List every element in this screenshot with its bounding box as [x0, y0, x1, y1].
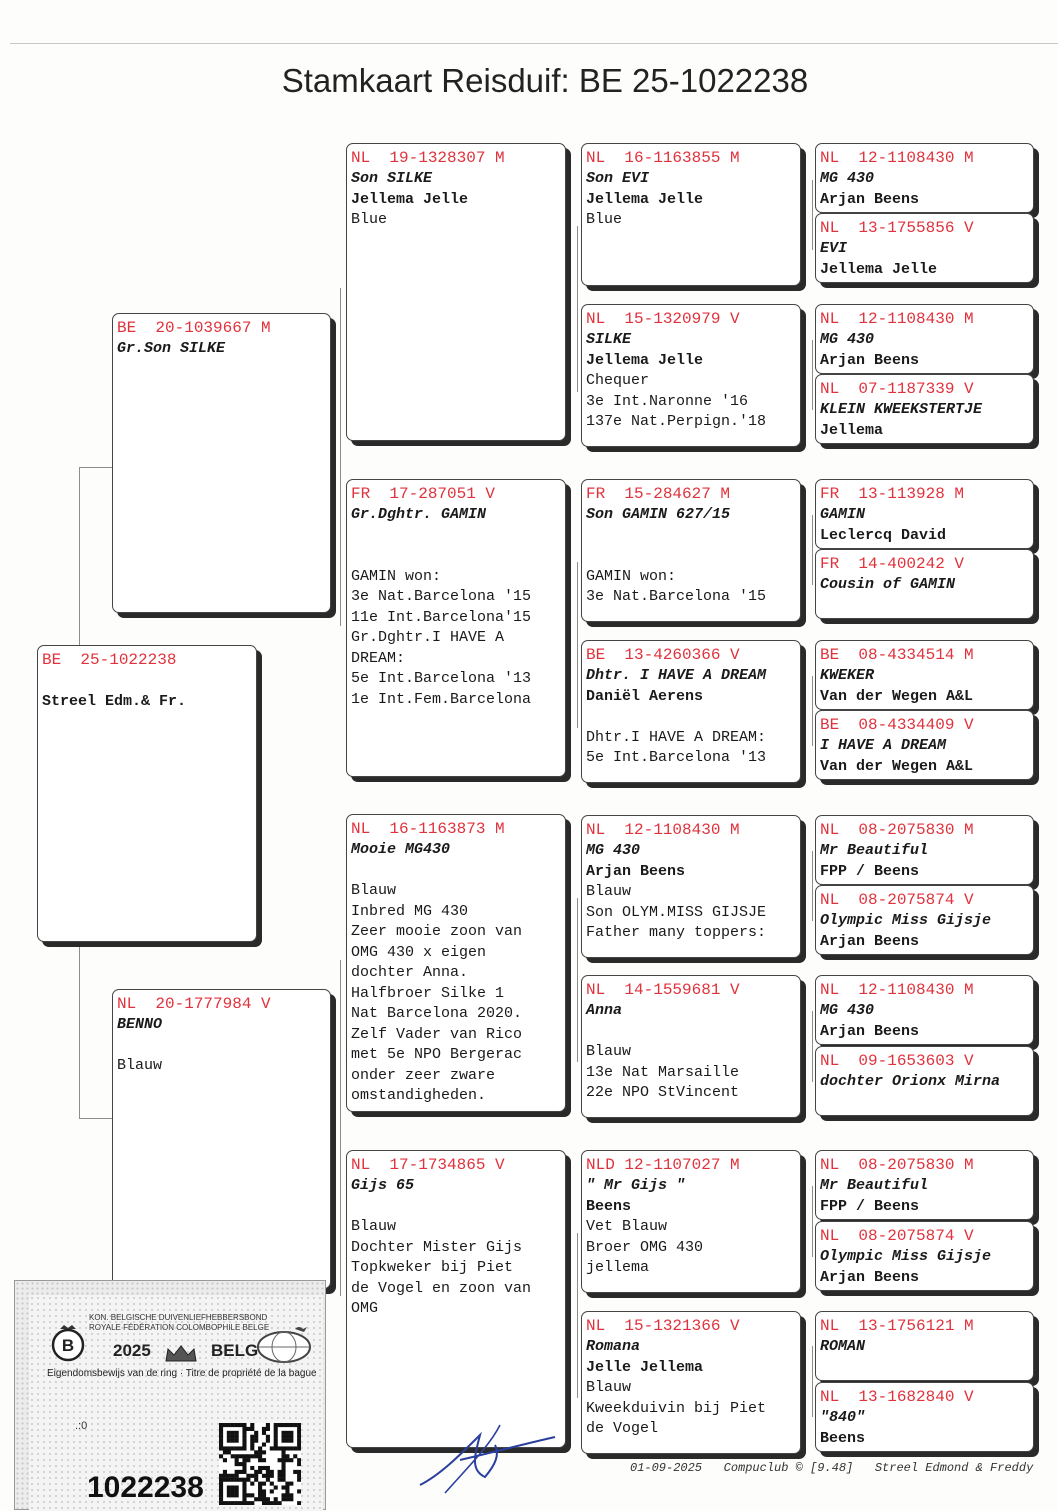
ring-number: BE 20-1039667 M — [117, 319, 271, 337]
spacer — [586, 1022, 796, 1043]
pedigree-note: omstandigheden. — [351, 1087, 487, 1104]
pigeon-name: I HAVE A DREAM — [820, 737, 947, 754]
connector-line — [79, 467, 113, 468]
great-grandparent-card — [581, 143, 801, 286]
ring-number: NL 13-1682840 V — [820, 1388, 974, 1406]
pedigree-note: Broer OMG 430 — [586, 1238, 704, 1256]
ring-number: NL 08-2075874 V — [820, 891, 974, 909]
pedigree-note: dochter Anna. — [351, 964, 469, 981]
pigeon-name: Son EVI — [586, 170, 650, 187]
top-rule — [10, 43, 1058, 44]
breeder-name: Beens — [586, 1197, 632, 1215]
pigeon-name: BENNO — [117, 1016, 163, 1033]
connector-line — [577, 562, 578, 728]
ring-number: NL 08-2075830 M — [820, 821, 974, 839]
pigeon-name: "840" — [820, 1409, 866, 1426]
footer-credits: 01-09-2025 Compuclub © [9.48] Streel Edmond & Freddy — [630, 1461, 1034, 1475]
ring-number: FR 15-284627 M — [586, 485, 731, 503]
ring-number: NL 17-1734865 V — [351, 1156, 505, 1174]
pedigree-note: Zelf Vader van Rico — [351, 1025, 523, 1043]
great-great-grandparent-card — [815, 640, 1034, 710]
pigeon-name: Mr Beautiful — [820, 842, 929, 859]
pedigree-note: Blauw — [351, 1218, 397, 1235]
pedigree-note: Dhtr.I HAVE A DREAM: — [586, 728, 767, 746]
ring-number: NL 12-1108430 M — [820, 981, 974, 999]
great-great-grandparent-card — [815, 479, 1034, 549]
connector-line — [812, 340, 813, 410]
ring-number: NL 08-2075830 M — [820, 1156, 974, 1174]
pedigree-note: Topkweker bij Piet — [351, 1259, 514, 1276]
ring-property-text: Eigendomsbewijs van de ring · Titre de propriété de la bague — [47, 1368, 317, 1379]
pigeon-name: dochter Orionx Mirna — [820, 1073, 1001, 1090]
breeder-name: Beens — [820, 1429, 866, 1447]
ring-number: BE 25-1022238 — [42, 651, 177, 669]
pigeon-name: MG 430 — [820, 1002, 875, 1019]
great-great-grandparent-card — [815, 304, 1034, 374]
breeder-name: Jellema Jelle — [586, 190, 704, 208]
pedigree-note: 13e Nat Marsaille — [586, 1063, 740, 1081]
ring-number: NL 12-1108430 M — [586, 821, 740, 839]
pedigree-note: Zeer mooie zoon van — [351, 923, 523, 940]
ring-number: NL 20-1777984 V — [117, 995, 271, 1013]
great-grandparent-card — [581, 1311, 801, 1454]
great-grandparent-card — [581, 975, 801, 1118]
ring-number: NLD 12-1107027 M — [586, 1156, 740, 1174]
pedigree-note: Blauw — [351, 882, 397, 899]
pedigree-note: onder zeer zware — [351, 1066, 496, 1084]
spacer — [351, 546, 561, 567]
spacer — [586, 546, 796, 567]
grandparent-card — [346, 1150, 566, 1448]
breeder-name: Jellema Jelle — [820, 260, 938, 278]
subject-card — [37, 645, 257, 942]
pigeon-name: SILKE — [586, 331, 632, 348]
breeder-name: Arjan Beens — [820, 190, 920, 208]
breeder-name: Jellema Jelle — [351, 190, 469, 208]
pigeon-name: MG 430 — [820, 331, 875, 348]
spacer — [117, 1036, 326, 1057]
great-great-grandparent-card — [815, 143, 1034, 213]
ring-card-inner — [29, 1295, 323, 1511]
great-great-grandparent-card — [815, 213, 1034, 283]
breeder-name: FPP / Beens — [820, 1197, 920, 1215]
spacer — [586, 526, 796, 547]
connector-line — [79, 1118, 113, 1119]
connector-line — [812, 515, 813, 585]
pedigree-note: DREAM: — [351, 649, 406, 667]
connector-line — [577, 1233, 578, 1398]
great-great-grandparent-card — [815, 549, 1034, 619]
pedigree-note: 5e Int.Barcelona '13 — [586, 749, 767, 766]
pigeon-name: Olympic Miss Gijsje — [820, 1248, 992, 1265]
connector-line — [812, 180, 813, 250]
pedigree-note: OMG — [351, 1300, 379, 1317]
great-grandparent-card — [581, 304, 801, 447]
spacer — [351, 861, 561, 882]
ring-number: NL 07-1187339 V — [820, 380, 974, 398]
breeder-name: Arjan Beens — [820, 932, 920, 950]
great-great-grandparent-card — [815, 710, 1034, 780]
qr-code — [219, 1423, 301, 1505]
spacer — [586, 707, 796, 728]
pigeon-name: Gr.Son SILKE — [117, 340, 226, 357]
great-great-grandparent-card — [815, 1046, 1034, 1116]
connector-line — [340, 288, 341, 626]
pedigree-note: 3e Int.Naronne '16 — [586, 392, 749, 410]
pedigree-note: met 5e NPO Bergerac — [351, 1046, 523, 1063]
ring-number: FR 13-113928 M — [820, 485, 965, 503]
breeder-name: Leclercq David — [820, 526, 947, 544]
pigeon-name: Dhtr. I HAVE A DREAM — [586, 667, 767, 684]
sire-card — [112, 313, 331, 613]
pedigree-note: 137e Nat.Perpign.'18 — [586, 413, 767, 430]
pigeon-name: ROMAN — [820, 1338, 866, 1355]
pedigree-note: Halfbroer Silke 1 — [351, 984, 505, 1002]
pigeon-name: " Mr Gijs " — [586, 1177, 686, 1194]
breeder-name: Van der Wegen A&L — [820, 687, 974, 705]
pedigree-note: Nat Barcelona 2020. — [351, 1005, 523, 1022]
connector-line — [340, 960, 341, 1296]
pigeon-name: KLEIN KWEEKSTERTJE — [820, 401, 983, 418]
great-great-grandparent-card — [815, 885, 1034, 955]
pedigree-note: Vet Blauw — [586, 1218, 668, 1235]
pigeon-name: Son SILKE — [351, 170, 433, 187]
ring-number: NL 13-1756121 M — [820, 1317, 974, 1335]
ring-number: NL 16-1163873 M — [351, 820, 505, 838]
pedigree-note: Son OLYM.MISS GIJSJE — [586, 903, 767, 921]
ring-number: FR 17-287051 V — [351, 485, 496, 503]
connector-line — [812, 676, 813, 746]
great-great-grandparent-card — [815, 374, 1034, 444]
pedigree-note: Blauw — [586, 1379, 632, 1396]
breeder-name: Van der Wegen A&L — [820, 757, 974, 775]
connector-line — [812, 851, 813, 921]
signature — [400, 1415, 570, 1495]
breeder-name: Daniël Aerens — [586, 687, 704, 705]
pedigree-note: de Vogel — [586, 1420, 659, 1437]
pedigree-note: de Vogel en zoon van — [351, 1279, 532, 1297]
ring-number: NL 09-1653603 V — [820, 1052, 974, 1070]
spacer — [351, 1197, 561, 1218]
pedigree-note: jellema — [586, 1259, 650, 1276]
fci-globe-icon — [255, 1325, 313, 1365]
ring-number: NL 14-1559681 V — [586, 981, 740, 999]
connector-line — [812, 1186, 813, 1257]
pedigree-note: GAMIN won: — [586, 567, 677, 585]
kbdb-logo-icon — [51, 1323, 85, 1363]
breeder-name: FPP / Beens — [820, 862, 920, 880]
spacer — [42, 671, 252, 692]
great-grandparent-card — [581, 640, 801, 783]
ring-number: NL 15-1321366 V — [586, 1317, 740, 1335]
pedigree-note: 5e Int.Barcelona '13 — [351, 670, 532, 687]
pedigree-note: Father many toppers: — [586, 924, 767, 941]
pigeon-name: Cousin of GAMIN — [820, 576, 956, 593]
great-great-grandparent-card — [815, 1311, 1034, 1381]
ring-number: NL 13-1755856 V — [820, 219, 974, 237]
ring-number: BE 13-4260366 V — [586, 646, 740, 664]
pigeon-name: Mr Beautiful — [820, 1177, 929, 1194]
spacer — [351, 526, 561, 547]
breeder-name: Jelle Jellema — [586, 1358, 704, 1376]
pedigree-note: Blauw — [586, 883, 632, 900]
ring-number: BE 08-4334514 M — [820, 646, 974, 664]
grandparent-card — [346, 143, 566, 441]
pigeon-name: KWEKER — [820, 667, 875, 684]
great-grandparent-card — [581, 1150, 801, 1293]
breeder-name: Jellema Jelle — [586, 351, 704, 369]
pedigree-note: 22e NPO StVincent — [586, 1084, 740, 1101]
pedigree-note: 1e Int.Fem.Barcelona — [351, 690, 532, 708]
pedigree-note: Chequer — [586, 372, 650, 389]
connector-line — [577, 226, 578, 392]
connector-line — [812, 1011, 813, 1082]
pedigree-note: GAMIN won: — [351, 567, 442, 585]
breeder-name: Arjan Beens — [820, 1268, 920, 1286]
breeder-name: Arjan Beens — [820, 1022, 920, 1040]
great-great-grandparent-card — [815, 975, 1034, 1045]
pedigree-note: Blue — [586, 211, 623, 228]
connector-line — [577, 898, 578, 1062]
ring-number: 1022238 — [87, 1471, 204, 1504]
pigeon-name: Son GAMIN 627/15 — [586, 506, 731, 523]
great-grandparent-card — [581, 815, 801, 958]
ring-country: BELG — [211, 1341, 259, 1360]
ring-number: FR 14-400242 V — [820, 555, 965, 573]
pigeon-name: Anna — [586, 1002, 623, 1019]
crown-icon — [163, 1343, 199, 1363]
pigeon-name: Olympic Miss Gijsje — [820, 912, 992, 929]
dam-card — [112, 989, 331, 1289]
ring-number: NL 16-1163855 M — [586, 149, 740, 167]
pigeon-name: Romana — [586, 1338, 641, 1355]
great-great-grandparent-card — [815, 1382, 1034, 1452]
pigeon-name: EVI — [820, 240, 848, 257]
great-grandparent-card — [581, 479, 801, 622]
ring-number: NL 12-1108430 M — [820, 149, 974, 167]
pigeon-name: Gijs 65 — [351, 1177, 415, 1194]
ring-number: NL 19-1328307 M — [351, 149, 505, 167]
connector-line — [812, 1346, 813, 1417]
ring-ownership-card — [14, 1280, 326, 1510]
ring-number: BE 08-4334409 V — [820, 716, 974, 734]
ring-small-text: .:0 — [75, 1420, 88, 1432]
breeder-name: Jellema — [820, 421, 884, 439]
ring-number: NL 08-2075874 V — [820, 1227, 974, 1245]
ring-number: NL 12-1108430 M — [820, 310, 974, 328]
pigeon-name: Mooie MG430 — [351, 841, 451, 858]
pedigree-note: Blauw — [117, 1057, 163, 1074]
pedigree-note: Dochter Mister Gijs — [351, 1238, 523, 1256]
pedigree-note: Blue — [351, 211, 388, 228]
pedigree-note: 11e Int.Barcelona'15 — [351, 608, 532, 626]
great-great-grandparent-card — [815, 1150, 1034, 1220]
federation-name: KON. BELGISCHE DUIVENLIEFHEBBERSBOND ROYALE FÉDÉRATION COLOMBOPHILE BELGE — [89, 1313, 270, 1332]
grandparent-card — [346, 814, 566, 1112]
pedigree-note: Blauw — [586, 1043, 632, 1060]
grandparent-card — [346, 479, 566, 777]
pedigree-note: Kweekduivin bij Piet — [586, 1399, 767, 1417]
breeder-name: Arjan Beens — [820, 351, 920, 369]
pigeon-name: MG 430 — [820, 170, 875, 187]
great-great-grandparent-card — [815, 1221, 1034, 1291]
pedigree-note: 3e Nat.Barcelona '15 — [351, 588, 532, 605]
ring-year: 2025 — [113, 1341, 151, 1360]
pedigree-note: 3e Nat.Barcelona '15 — [586, 588, 767, 605]
pedigree-note: Inbred MG 430 — [351, 902, 469, 920]
page-title: Stamkaart Reisduif: BE 25-1022238 — [281, 62, 809, 99]
svg-text:B: B — [61, 1336, 75, 1355]
breeder-name: Arjan Beens — [586, 862, 686, 880]
breeder-name: Streel Edm.& Fr. — [42, 692, 187, 710]
pigeon-name: MG 430 — [586, 842, 641, 859]
pigeon-name: GAMIN — [820, 506, 866, 523]
ring-number: NL 15-1320979 V — [586, 310, 740, 328]
great-great-grandparent-card — [815, 815, 1034, 885]
pedigree-note: Gr.Dghtr.I HAVE A — [351, 629, 505, 646]
pedigree-note: OMG 430 x eigen — [351, 943, 487, 961]
pigeon-name: Gr.Dghtr. GAMIN — [351, 506, 487, 523]
